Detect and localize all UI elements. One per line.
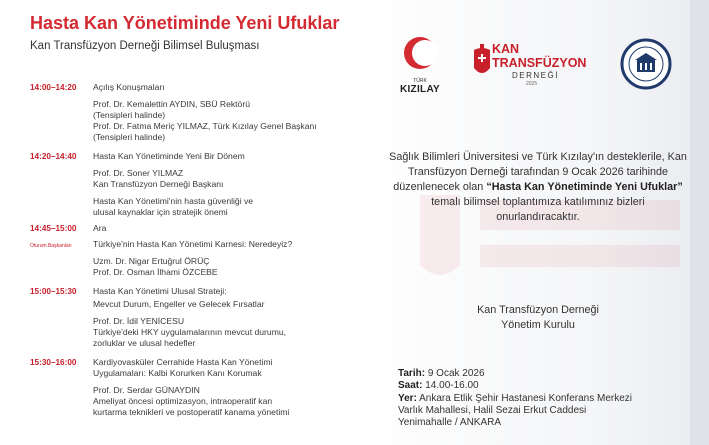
agenda-text: Kardiyovasküler Cerrahide Hasta Kan Yönetimi — [93, 357, 273, 367]
time-value: 14.00-16.00 — [425, 380, 479, 392]
address-line-1: Varlık Mahallesi, Halil Sezai Erkut Caddesi — [398, 404, 587, 416]
agenda-text: kurtarma teknikleri ve postoperatif kanama yönetimi — [93, 407, 290, 417]
agenda-text: Mevcut Durum, Engeller ve Gelecek Fırsatlar — [93, 299, 265, 309]
agenda-text: Prof. Dr. Kemalettin AYDIN, SBÜ Rektörü — [93, 99, 250, 109]
crescent-icon — [400, 35, 440, 71]
blood-bag-icon — [470, 44, 494, 78]
agenda-content — [93, 239, 360, 278]
date-label: Tarih: — [398, 368, 426, 379]
agenda-text: ulusal kaynaklar için stratejik önemi — [93, 207, 228, 217]
agenda-text: Uzm. Dr. Nigar Ertuğrul ÖRÜÇ — [93, 256, 210, 266]
page-subtitle: Kan Transfüzyon Derneği Bilimsel Buluşması — [30, 40, 260, 52]
ktd-logo — [470, 40, 585, 95]
agenda-item — [30, 286, 360, 349]
agenda-time: 15:30–16:00 — [30, 358, 77, 367]
signature-org: Kan Transfüzyon Derneği — [477, 304, 599, 316]
time-label: Saat: — [398, 380, 423, 392]
agenda-text: Ameliyat öncesi optimizasyon, intraoperatif kan — [93, 396, 273, 406]
address-line-2: Yenimahalle / ANKARA — [398, 417, 502, 429]
agenda-time: 14:45–15:00 — [30, 224, 77, 233]
agenda-item — [30, 223, 360, 234]
date-row — [398, 368, 698, 380]
agenda-text: Açılış Konuşmaları — [93, 82, 165, 92]
agenda-text: Hasta Kan Yönetimi Ulusal Strateji: — [93, 286, 227, 296]
signature — [388, 303, 688, 333]
signature-board: Yönetim Kurulu — [501, 319, 575, 331]
agenda-text: Prof. Dr. Soner YILMAZ — [93, 168, 184, 178]
agenda-item — [30, 357, 360, 418]
kizilay-top-text: TÜRK — [413, 78, 427, 84]
agenda-text: Prof. Dr. Osman İlhami ÖZCEBE — [93, 267, 218, 277]
place-row — [398, 393, 698, 405]
agenda-text: Kan Transfüzyon Derneği Başkanı — [93, 179, 224, 189]
invitation-text — [388, 150, 688, 225]
event-info — [398, 368, 698, 429]
agenda-content — [93, 151, 360, 218]
kizilay-name: KIZILAY — [399, 84, 441, 95]
agenda-text: Türkiye'nin Hasta Kan Yönetimi Karnesi: Neredeyiz? — [93, 239, 293, 249]
ktd-year: 2025 — [526, 81, 538, 87]
agenda-session-chairs: Oturum Başkanları — [30, 243, 72, 249]
invitation-text-after: temalı bilimsel toplantımıza katılımınız bizleri onurlandıracaktır. — [431, 196, 645, 223]
agenda-text: zorluklar ve ulusal hedefler — [93, 338, 196, 348]
place-label: Yer: — [398, 392, 417, 404]
event-theme: “Hasta Kan Yönetiminde Yeni Ufuklar” — [486, 181, 683, 193]
agenda-item — [30, 239, 360, 278]
agenda-time: 14:20–14:40 — [30, 152, 77, 161]
kizilay-logo — [395, 35, 445, 95]
agenda-text: Türkiye'deki HKY uygulamalarının mevcut durumu, — [93, 327, 287, 337]
agenda-time: 15:00–15:30 — [30, 287, 77, 296]
university-seal-icon — [620, 38, 672, 90]
agenda-item — [30, 82, 360, 143]
agenda-content — [93, 357, 360, 418]
agenda-content — [93, 223, 360, 234]
agenda-text: Prof. Dr. İdil YENİCESU — [93, 316, 185, 326]
invitation-text-before: Sağlık Bilimleri Üniversitesi ve Türk Kızılay'ın desteklerile, Kan Transfüzyon Derneği tarafından 9 Ocak 2026 tarihinde düzenlenecek olan — [389, 151, 687, 193]
agenda — [30, 82, 360, 421]
agenda-text: Hasta Kan Yönetimi'nin hasta güvenliği ve — [93, 196, 254, 206]
ktd-text-2: TRANSFÜZYON — [492, 56, 587, 70]
time-row — [398, 380, 698, 392]
agenda-time: 14:00–14:20 — [30, 83, 77, 92]
agenda-text: (Tensipleri halinde) — [93, 132, 166, 142]
agenda-text: Ara — [93, 223, 107, 233]
logo-bar — [395, 35, 685, 100]
agenda-text: Prof. Dr. Serdar GÜNAYDIN — [93, 385, 200, 395]
agenda-text: Hasta Kan Yönetiminde Yeni Bir Dönem — [93, 151, 245, 161]
ktd-text-1: KAN — [492, 42, 520, 56]
agenda-content — [93, 286, 360, 349]
date-value: 9 Ocak 2026 — [427, 368, 485, 379]
agenda-item — [30, 151, 360, 218]
agenda-text: Uygulamaları: Kalbi Korurken Kanı Korumak — [93, 368, 262, 378]
page-title: Hasta Kan Yönetiminde Yeni Ufuklar — [30, 13, 340, 33]
agenda-text: (Tensipleri halinde) — [93, 110, 166, 120]
agenda-content — [93, 82, 360, 143]
agenda-text: Prof. Dr. Fatma Meriç YILMAZ, Türk Kızılay Genel Başkanı — [93, 121, 317, 131]
place-value: Ankara Etlik Şehir Hastanesi Konferans Merkezi — [419, 392, 633, 404]
ktd-text-3: DERNEĞİ — [512, 71, 559, 80]
